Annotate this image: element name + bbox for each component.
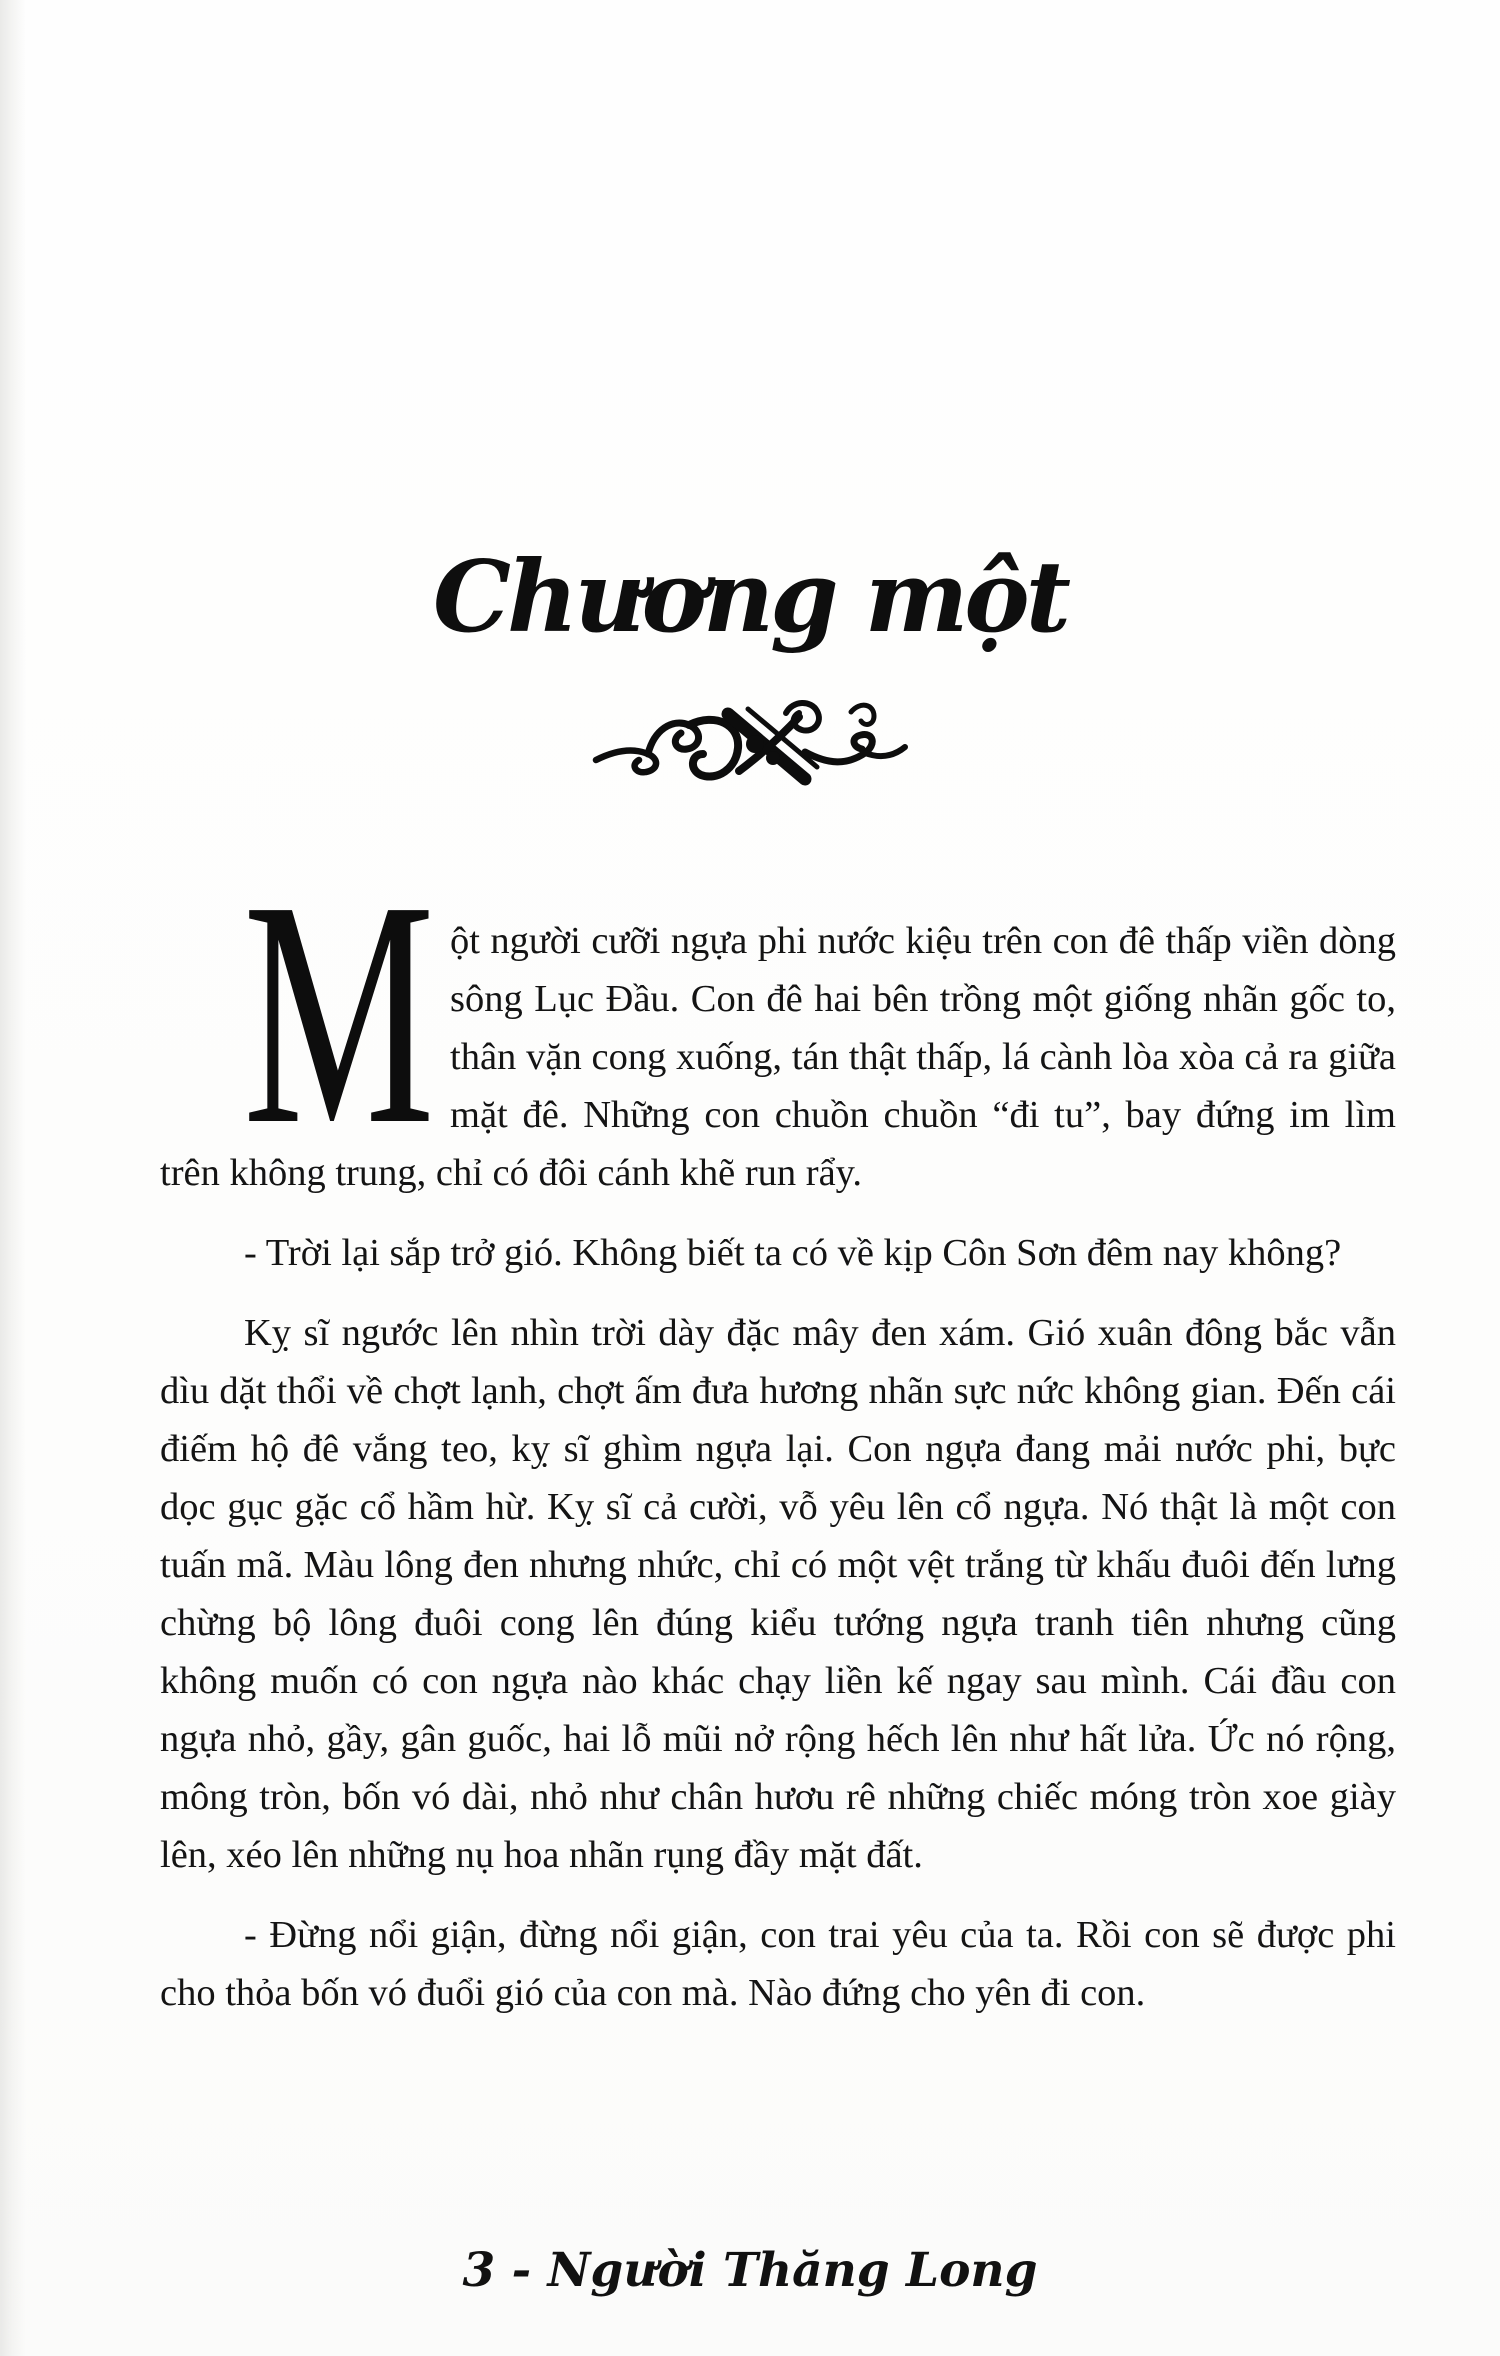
chapter-title: Chương một (432, 540, 1068, 655)
page-edge-shadow (0, 0, 26, 2356)
drop-cap (160, 834, 450, 1191)
footer-text: 3 - Người Thăng Long (462, 2243, 1038, 2298)
paragraph-text: ột người cưỡi ngựa phi nước kiệu trên con đê thấp viền dòng sông Lục Đầu. Con đê hai bên trồng một giống nhãn gốc to, thân vặn cong xuống, tán thật thấp, lá cành lòa xòa cả ra giữa mặt đê. Những con chuồn chuồn “đi tu”, bay đứng im lìm trên không trung, chỉ có đôi cánh khẽ run rẩy. (160, 920, 1396, 1194)
drop-cap-letter: M (243, 834, 435, 1191)
paragraph: - Trời lại sắp trở gió. Không biết ta có về kịp Côn Sơn đêm nay không? (244, 1232, 1342, 1274)
paragraph: - Đừng nổi giận, đừng nổi giận, con trai yêu của ta. Rồi con sẽ được phi cho thỏa bốn vó đuổi gió của con mà. Nào đứng cho yên đi con. (160, 1914, 1396, 2014)
page-footer (0, 2243, 1500, 2298)
body-text (160, 834, 1396, 2044)
paragraph (160, 834, 1396, 1202)
paragraph: Kỵ sĩ ngước lên nhìn trời dày đặc mây đen xám. Gió xuân đông bắc vẫn dìu dặt thổi về chợt lạnh, chợt ấm đưa hương nhãn sực nức không gian. Đến cái điếm hộ đê vắng teo, kỵ sĩ ghìm ngựa lại. Con ngựa đang mải nước phi, bực dọc gục gặc cổ hầm hừ. Kỵ sĩ cả cười, vỗ yêu lên cổ ngựa. Nó thật là một con tuấn mã. Màu lông đen nhưng nhức, chỉ có một vệt trắng từ khấu đuôi đến lưng chừng bộ lông đuôi cong lên đúng kiểu tướng ngựa tranh tiên nhưng cũng không muốn có con ngựa nào khác chạy liền kế ngay sau mình. Cái đầu con ngựa nhỏ, gầy, gân guốc, hai lỗ mũi nở rộng hếch lên như hất lửa. Ức nó rộng, mông tròn, bốn vó dài, nhỏ như chân hươu rê những chiếc móng tròn xoe giày lên, xéo lên những nụ hoa nhãn rụng đầy mặt đất. (160, 1312, 1396, 1876)
chapter-ornament (0, 692, 1500, 812)
dragon-scroll-flourish-icon (590, 692, 910, 807)
